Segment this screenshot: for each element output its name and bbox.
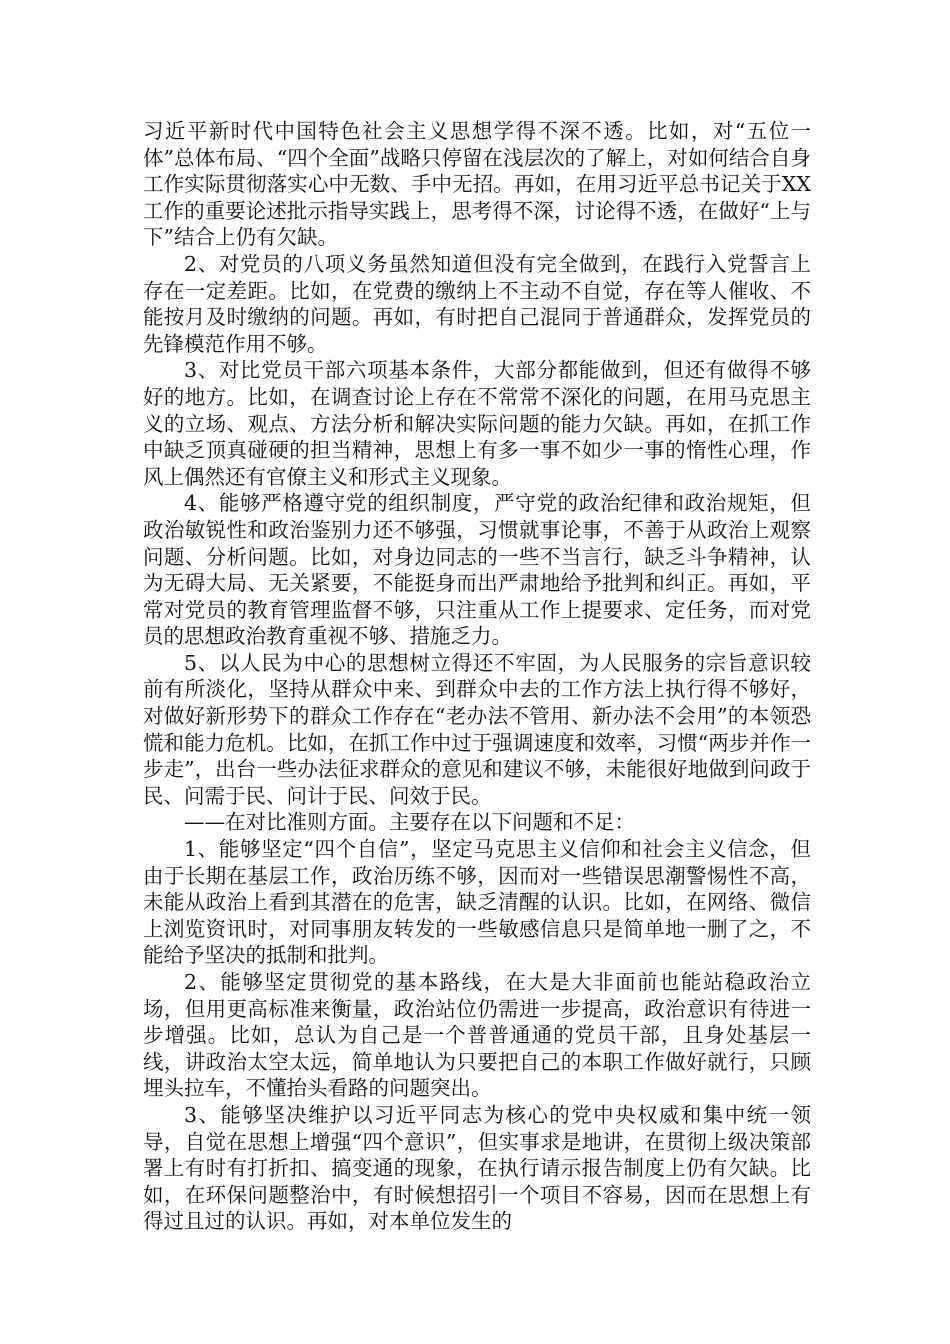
paragraph-3: 3、对比党员干部六项基本条件，大部分都能做到，但还有做得不够好的地方。比如，在调查讨论上存在不常常不深化的问题，在用马克思主义的立场、观点、方法分析和解决实际问题的能力欠缺。再如，在抓工作中缺乏顶真碰硬的担当精神，思想上有多一事不如少一事的惰性心理，作风上偶然还有官僚主义和形式主义现象。 — [143, 358, 811, 489]
paragraph-6: 1、能够坚定“四个自信”，坚定马克思主义信仰和社会主义信念，但由于长期在基层工作，政治历练不够，因而对一些错误思潮警惕性不高，未能从政治上看到其潜在的危害，缺乏清醒的认识。比如，在网络、微信上浏览资讯时，对同事朋友转发的一些敏感信息只是简单地一删了之，不能给予坚决的抵制和批判。 — [143, 837, 811, 968]
section-heading: ——在对比准则方面。主要存在以下问题和不足： — [184, 810, 635, 835]
paragraph-4: 4、能够严格遵守党的组织制度，严守党的政治纪律和政治规矩，但政治敏锐性和政治鉴别力还不够强，习惯就事论事，不善于从政治上观察问题、分析问题。比如，对身边同志的一些不当言行，缺乏斗争精神，认为无碍大局、无关紧要，不能挺身而出严肃地给予批判和纠正。再如，平常对党员的教育管理监督不够，只注重从工作上提要求、定任务，而对党员的思想政治教育重视不够、措施乏力。 — [143, 491, 811, 649]
paragraph-8: 3、能够坚决维护以习近平同志为核心的党中央权威和集中统一领导，自觉在思想上增强“四个意识”，但实事求是地讲，在贯彻上级决策部署上有时有打折扣、搞变通的现象，在执行请示报告制度上仍有欠缺。比如，在环保问题整治中，有时候想招引一个项目不容易，因而在思想上有得过且过的认识。再如，对本单位发生的 — [143, 1102, 811, 1234]
paragraph-5: 5、以人民为中心的思想树立得还不牢固，为人民服务的宗旨意识较前有所淡化，坚持从群众中来、到群众中去的工作方法上执行得不够好，对做好新形势下的群众工作存在“老办法不管用、新办法不会用”的本领恐慌和能力危机。比如，在抓工作中过于强调速度和效率，习惯“两步并作一步走”，出台一些办法征求群众的意见和建议不够，未能很好地做到问政于民、问需于民、问计于民、问效于民。 — [143, 650, 811, 808]
paragraph-2: 2、对党员的八项义务虽然知道但没有完全做到，在践行入党誓言上存在一定差距。比如，在党费的缴纳上不主动不自觉，存在等人催收、不能按月及时缴纳的问题。再如，有时把自己混同于普通群众，发挥党员的先锋模范作用不够。 — [143, 251, 811, 356]
document-body — [143, 118, 811, 1235]
paragraph-1: 习近平新时代中国特色社会主义思想学得不深不透。比如，对“五位一体”总体布局、“四个全面”战略只停留在浅层次的了解上，对如何结合自身工作实际贯彻落实心中无数、手中无招。再如，在用习近平总书记关于XX工作的重要论述批示指导实践上，思考得不深，讨论得不透，在做好“上与下”结合上仍有欠缺。 — [143, 119, 811, 250]
paragraph-7: 2、能够坚定贯彻党的基本路线，在大是大非面前也能站稳政治立场，但用更高标准来衡量，政治站位仍需进一步提高，政治意识有待进一步增强。比如，总认为自己是一个普普通通的党员干部，且身处基层一线，讲政治太空太远，简单地认为只要把自己的本职工作做好就行，只顾埋头拉车，不懂抬头看路的问题突出。 — [143, 970, 811, 1101]
